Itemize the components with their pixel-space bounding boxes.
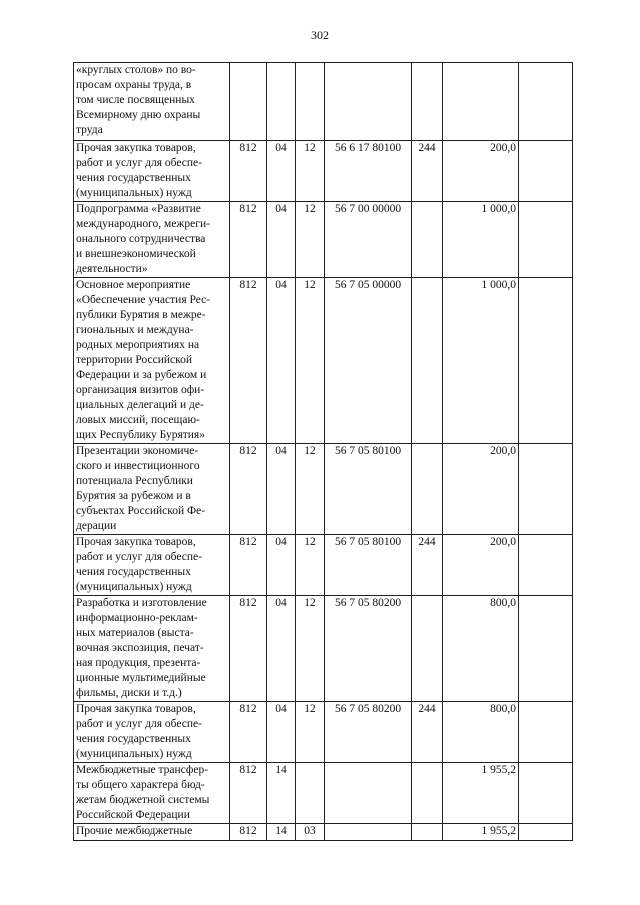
table-row <box>74 702 573 763</box>
cell-subsection: 12 <box>296 444 325 535</box>
table-row <box>74 141 573 202</box>
cell-subsection: 03 <box>296 824 325 841</box>
cell-amount: 200,0 <box>443 535 519 596</box>
cell-name: Разработка и изготовление информационно-реклам- ных материалов (выста- вочная экспозиция, печат- ная продукция, презента- ционные мультимедийные фильмы, диски и т.д.) <box>74 596 230 702</box>
cell-empty <box>519 702 573 763</box>
cell-expense-type <box>412 278 443 444</box>
budget-table-body <box>74 63 573 841</box>
cell-section: 04 <box>267 202 296 278</box>
cell-empty <box>519 141 573 202</box>
cell-grbs: 812 <box>230 596 267 702</box>
table-row <box>74 278 573 444</box>
cell-subsection: 12 <box>296 141 325 202</box>
table-row <box>74 824 573 841</box>
cell-amount <box>443 63 519 141</box>
cell-empty <box>519 824 573 841</box>
cell-subsection: 12 <box>296 702 325 763</box>
cell-name: Основное мероприятие «Обеспечение участия Рес- публики Бурятия в межре- гиональных и междуна- родных мероприятиях на территории Российской Федерации и за рубежом и организация визитов офи- циальных делегаций и де- ловых миссий, посещаю- щих Республику Бурятия» <box>74 278 230 444</box>
cell-section <box>267 63 296 141</box>
cell-section: 04 <box>267 278 296 444</box>
cell-target-article: 56 7 05 80100 <box>325 444 412 535</box>
cell-section: 14 <box>267 763 296 824</box>
cell-expense-type <box>412 444 443 535</box>
cell-target-article <box>325 824 412 841</box>
cell-amount: 800,0 <box>443 596 519 702</box>
cell-section: 04 <box>267 141 296 202</box>
cell-section: 04 <box>267 444 296 535</box>
cell-amount: 1 955,2 <box>443 824 519 841</box>
table-row <box>74 596 573 702</box>
cell-section: 14 <box>267 824 296 841</box>
cell-empty <box>519 63 573 141</box>
cell-name: Прочие межбюджетные <box>74 824 230 841</box>
cell-target-article: 56 7 05 00000 <box>325 278 412 444</box>
cell-grbs: 812 <box>230 202 267 278</box>
cell-amount: 1 000,0 <box>443 202 519 278</box>
cell-empty <box>519 278 573 444</box>
table-row <box>74 202 573 278</box>
cell-subsection <box>296 763 325 824</box>
cell-name: Межбюджетные трансфер- ты общего характера бюд- жетам бюджетной системы Российской Федерации <box>74 763 230 824</box>
cell-name: Подпрограмма «Развитие международного, межреги- онального сотрудничества и внешнеэкономической деятельности» <box>74 202 230 278</box>
cell-name: Презентации экономиче- ского и инвестиционного потенциала Республики Бурятия за рубежом и в субъектах Российской Фе- дерации <box>74 444 230 535</box>
cell-expense-type <box>412 596 443 702</box>
cell-section: 04 <box>267 702 296 763</box>
cell-subsection: 12 <box>296 278 325 444</box>
cell-grbs: 812 <box>230 763 267 824</box>
cell-name: Прочая закупка товаров, работ и услуг для обеспе- чения государственных (муниципальных) нужд <box>74 535 230 596</box>
cell-subsection: 12 <box>296 202 325 278</box>
cell-empty <box>519 596 573 702</box>
cell-section: 04 <box>267 535 296 596</box>
cell-amount: 1 000,0 <box>443 278 519 444</box>
cell-empty <box>519 444 573 535</box>
cell-name: Прочая закупка товаров, работ и услуг для обеспе- чения государственных (муниципальных) нужд <box>74 141 230 202</box>
cell-section: 04 <box>267 596 296 702</box>
cell-target-article: 56 7 05 80200 <box>325 702 412 763</box>
cell-name: Прочая закупка товаров, работ и услуг для обеспе- чения государственных (муниципальных) нужд <box>74 702 230 763</box>
budget-table <box>73 62 573 841</box>
cell-amount: 800,0 <box>443 702 519 763</box>
table-row <box>74 444 573 535</box>
cell-grbs: 812 <box>230 824 267 841</box>
cell-grbs: 812 <box>230 278 267 444</box>
cell-expense-type: 244 <box>412 141 443 202</box>
page-number: 302 <box>311 28 329 42</box>
cell-grbs <box>230 63 267 141</box>
cell-empty <box>519 763 573 824</box>
table-row <box>74 63 573 141</box>
cell-expense-type <box>412 63 443 141</box>
cell-subsection <box>296 63 325 141</box>
cell-expense-type <box>412 824 443 841</box>
table-row <box>74 763 573 824</box>
cell-target-article <box>325 63 412 141</box>
cell-target-article: 56 7 05 80100 <box>325 535 412 596</box>
cell-expense-type <box>412 763 443 824</box>
cell-grbs: 812 <box>230 535 267 596</box>
cell-target-article <box>325 763 412 824</box>
cell-expense-type <box>412 202 443 278</box>
cell-grbs: 812 <box>230 444 267 535</box>
cell-expense-type: 244 <box>412 535 443 596</box>
cell-name: «круглых столов» по во- просам охраны труда, в том числе посвященных Всемирному дню охраны труда <box>74 63 230 141</box>
cell-target-article: 56 7 00 00000 <box>325 202 412 278</box>
cell-amount: 200,0 <box>443 141 519 202</box>
cell-expense-type: 244 <box>412 702 443 763</box>
cell-target-article: 56 6 17 80100 <box>325 141 412 202</box>
cell-amount: 200,0 <box>443 444 519 535</box>
cell-amount: 1 955,2 <box>443 763 519 824</box>
cell-grbs: 812 <box>230 702 267 763</box>
cell-subsection: 12 <box>296 596 325 702</box>
cell-target-article: 56 7 05 80200 <box>325 596 412 702</box>
cell-grbs: 812 <box>230 141 267 202</box>
cell-empty <box>519 202 573 278</box>
cell-empty <box>519 535 573 596</box>
cell-subsection: 12 <box>296 535 325 596</box>
table-row <box>74 535 573 596</box>
